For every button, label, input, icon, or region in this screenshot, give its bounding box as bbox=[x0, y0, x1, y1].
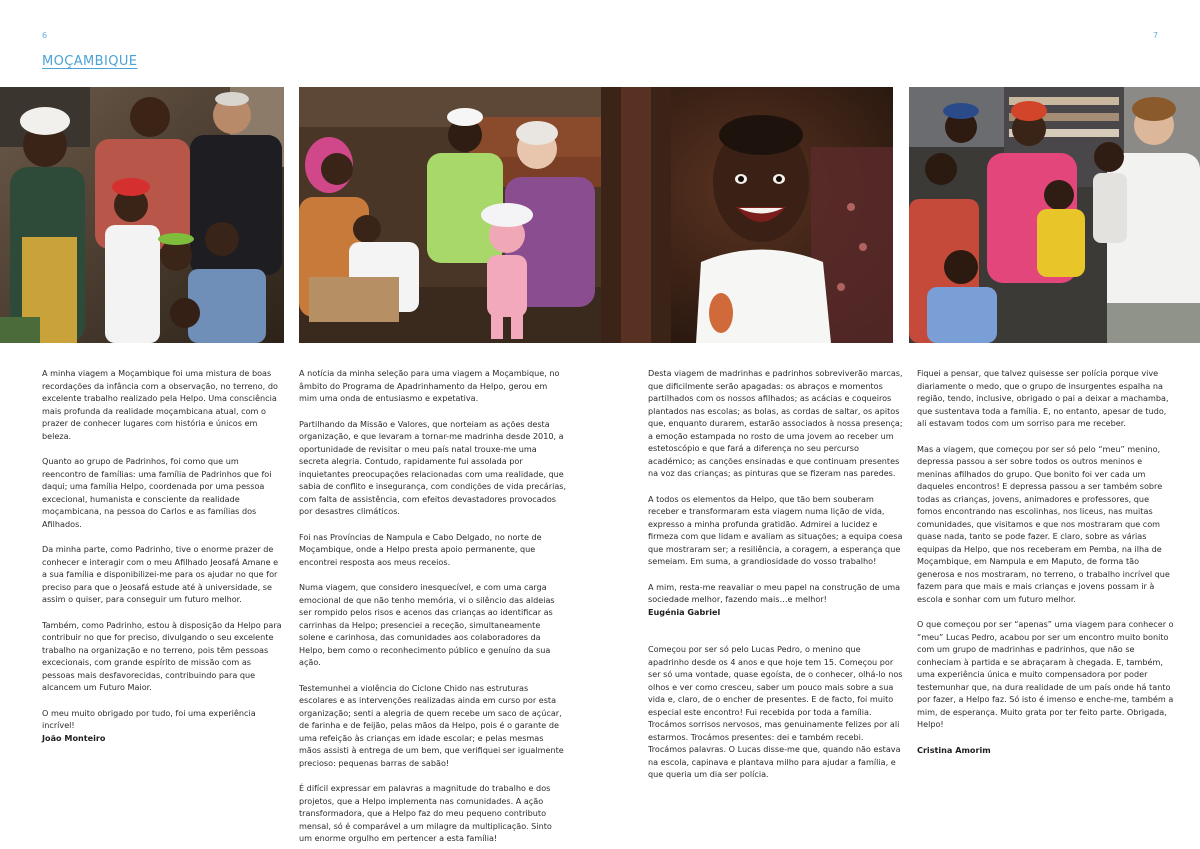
paragraph: Testemunhei a violência do Ciclone Chido nas estruturas escolares e as intervenções realizadas ainda em curso por esta organização; senti a alegria de quem recebe um saco de açúcar, de farinha e de feijão, pelas mãos da Helpo, pois é o garante de uma refeição às crianças em idade escolar; e pelas mesmas mãos assisti à entrega de um bem, que verifiquei ser igualmente precioso: pequenas barras de sabão! bbox=[299, 682, 564, 768]
page-number-left: 6 bbox=[42, 31, 48, 40]
photo-smiling-child bbox=[601, 87, 893, 343]
paragraph: A minha viagem a Moçambique foi uma mistura de boas recordações da infância com a observação, no terreno, do excelente trabalho realizado pela Helpo. Uma consciência mais profunda da realidade moçambicana atual, com o prazer de conhecer lugares com história e únicos em beleza. bbox=[42, 368, 278, 441]
paragraph: Quanto ao grupo de Padrinhos, foi como que um reencontro de famílias: uma família de Padrinhos que foi daqui; uma família Helpo, coordenada por uma pessoa excecional, humanista e consciente da realidade moçambicana, na pessoa do Carlos e as famílias dos Afilhados. bbox=[42, 456, 272, 529]
photo-family-group bbox=[0, 87, 284, 343]
signature: João Monteiro bbox=[42, 732, 106, 743]
paragraph: Numa viagem, que considero inesquecível, e com uma carga emocional de que não tenho memória, vi o silêncio das aldeias ser rompido pelos risos e acenos das crianças ao identificar as carrinhas da Helpo; presenciei a receção, simultaneamente solene e carinhosa, das comunidades aos colaboradores da Helpo, bem como o reconhecimento público e genuíno da sua ação. bbox=[299, 582, 555, 667]
page-number-right: 7 bbox=[1153, 31, 1159, 40]
paragraph: A todos os elementos da Helpo, que tão bem souberam receber e transformaram esta viagem numa lição de vida, expresso a minha profunda gratidão. Admirei a lucidez e firmeza com que lidam e avaliam as situações; a equipa coesa que mostraram ser; a resiliência, a coragem, a esperança que semeiam. Em suma, a grandiosidade do vosso trabalho! bbox=[648, 493, 903, 566]
text-column-1 bbox=[42, 367, 284, 744]
text-column-2 bbox=[299, 367, 567, 845]
paragraph: Da minha parte, como Padrinho, tive o enorme prazer de conhecer e interagir com o meu Afilhado Jeosafá Amane e a sua família e disponibilizei-me para os ajudar no que for preciso para que o Jeosafá estude até à universidade, se assim o quiser, para conseguir um futuro melhor. bbox=[42, 544, 279, 604]
signature: Eugénia Gabriel bbox=[648, 606, 721, 617]
photo-classroom-group bbox=[909, 87, 1200, 343]
text-column-4 bbox=[917, 367, 1175, 756]
section-title: MOÇAMBIQUE bbox=[42, 54, 138, 69]
paragraph: Começou por ser só pelo Lucas Pedro, o menino que apadrinho desde os 4 anos e que hoje tem 15. Começou por ser só uma vontade, quase egoísta, de o conhecer, olhá-lo nos olhos e ver como cresceu, saber um pouco mais sobre a sua vida e, claro, de o encher de presentes. E de facto, foi muito especial este encontro! Fui recebida por toda a família. Trocámos sorrisos nervosos, mas genuinamente felizes por ali estarmos. Trocámos presentes: dei e também recebi. Trocámos palavras. O Lucas disse-me que, quando não estava na escola, capinava e plantava milho para ajudar a família, e que queria um dia ser polícia. bbox=[648, 644, 903, 779]
paragraph: O meu muito obrigado por tudo, foi uma experiência incrível! bbox=[42, 707, 256, 730]
paragraph: A notícia da minha seleção para uma viagem a Moçambique, no âmbito do Programa de Apadrinhamento da Helpo, gerou em mim uma onda de entusiasmo e expetativa. bbox=[299, 368, 560, 403]
paragraph: Mas a viagem, que começou por ser só pelo “meu” menino, depressa passou a ser sobre todos os outros meninos e meninas afilhados do grupo. Que bonito foi ver cada um daqueles encontros! E depressa passou a ser também sobre todas as crianças, jovens, animadores e professores, que fomos encontrando nas escolinhas, nos liceus, nas muitas comunidades, que visitamos e que nos mostraram que com quase nada, tanto se pode fazer. E claro, sobre as várias equipas da Helpo, que nos receberam em Pemba, na ilha de Moçambique, em Nampula e em Maputo, de forma tão generosa e nos mostraram, no terreno, o trabalho incrível que fazem para que mais e mais crianças e jovens possam ir à escola e sonhar com um futuro melhor. bbox=[917, 443, 1170, 604]
paragraph: Fiquei a pensar, que talvez quisesse ser polícia porque vive diariamente o medo, que o grupo de insurgentes espalha na região, tendo, inclusive, obrigado o pai a deixar a machamba, que sustentava toda a família. E, no entanto, apesar de tudo, ali estavam todos com um sorriso para me receber. bbox=[917, 368, 1169, 428]
paragraph: Desta viagem de madrinhas e padrinhos sobreviverão marcas, que dificilmente serão apagadas: os abraços e momentos partilhados com os nossos afilhados; as acácias e coqueiros plantados nas escolas; as bolas, as cordas de saltar, os apitos que, enquanto durarem, estarão associados à nossa presença; a emoção estampada no rosto de uma jovem ao receber um estetoscópio e que fará a diferença no seu percurso académico; as canções ensinadas e que continuam presentes na voz das crianças; as pinturas que se fizeram nas paredes. bbox=[648, 368, 903, 478]
paragraph: Também, como Padrinho, estou à disposição da Helpo para contribuir no que for preciso, divulgando o seu excelente trabalho na organização e no terreno, pois têm pessoas excecionais, com grande espírito de missão com as pessoas mais desfavorecidas, contribuindo para que alcancem um Futuro Maior. bbox=[42, 619, 282, 692]
paragraph: A mim, resta-me reavaliar o meu papel na construção de uma sociedade melhor, fazendo mais…e melhor! bbox=[648, 581, 901, 604]
signature: Cristina Amorim bbox=[917, 744, 991, 755]
paragraph: É difícil expressar em palavras a magnitude do trabalho e dos projetos, que a Helpo implementa nas comunidades. A ação transformadora, que a Helpo faz do meu pequeno contributo mensal, só é comparável a um milagre da multiplicação. Sinto um enorme orgulho em pertencer a esta família! bbox=[299, 783, 552, 843]
photo-volunteers-dolls bbox=[299, 87, 601, 343]
paragraph: Partilhando da Missão e Valores, que norteiam as ações desta organização, e que levaram a tornar-me madrinha desde 2010, a oportunidade de revisitar o meu país natal trouxe-me uma secreta alegria. Contudo, rapidamente fui assolada por inquietantes preocupações relacionadas com uma realidade, que sabia de conflito e insegurança, com condições de vida precárias, com falta de assistência, com efeitos devastadores provocados por desastres climáticos. bbox=[299, 418, 567, 516]
text-column-3 bbox=[648, 367, 904, 781]
paragraph: O que começou por ser “apenas” uma viagem para conhecer o “meu” Lucas Pedro, acabou por ser um encontro muito bonito com um grupo de madrinhas e padrinhos, que não se conheciam à partida e se abraçaram à chegada. E, também, uma experiência única e muito compensadora por poder testemunhar que, na dura realidade de um país onde há tanto por fazer, a Helpo faz. Só isto é imenso e enche-me, também a mim, de esperança. Muito grata por ter feito parte. Obrigada, Helpo! bbox=[917, 619, 1174, 729]
paragraph: Foi nas Províncias de Nampula e Cabo Delgado, no norte de Moçambique, onde a Helpo presta apoio permanente, que encontrei resposta aos meus receios. bbox=[299, 531, 542, 567]
